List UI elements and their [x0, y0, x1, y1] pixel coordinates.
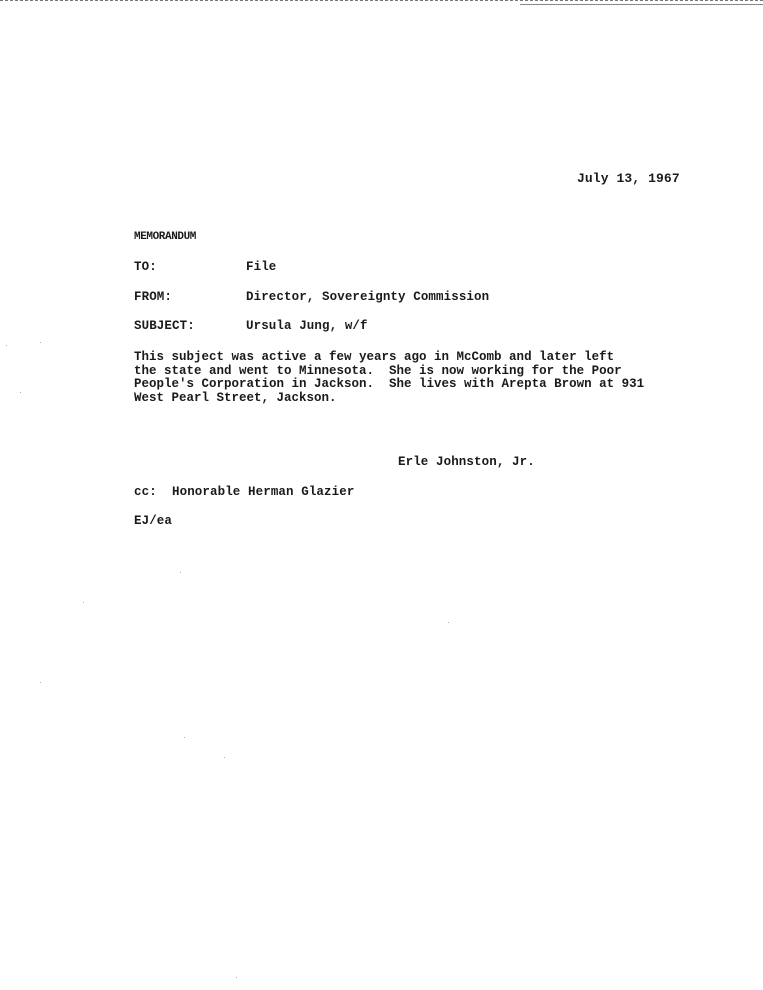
page-top-edge	[0, 0, 763, 7]
cc-recipient: Honorable Herman Glazier	[172, 485, 355, 499]
scan-speck	[6, 345, 7, 346]
to-value: File	[246, 260, 277, 274]
scan-speck	[448, 622, 449, 623]
cc-label: cc:	[134, 485, 157, 499]
scan-speck	[20, 392, 21, 393]
scan-speck	[180, 572, 181, 573]
scan-speck	[40, 682, 41, 683]
scan-speck	[184, 737, 185, 738]
scan-speck	[83, 602, 84, 603]
from-value: Director, Sovereignty Commission	[246, 290, 490, 304]
scan-speck	[40, 342, 41, 343]
typist-initials: EJ/ea	[134, 514, 173, 528]
from-label: FROM:	[134, 290, 173, 304]
to-label: TO:	[134, 260, 157, 274]
scan-speck	[224, 757, 225, 758]
signature-name: Erle Johnston, Jr.	[398, 455, 535, 469]
subject-label: SUBJECT:	[134, 319, 195, 333]
memo-heading: MEMORANDUM	[134, 231, 197, 243]
scan-speck	[236, 977, 237, 978]
subject-value: Ursula Jung, w/f	[246, 319, 368, 333]
memo-date: July 13, 1967	[577, 171, 680, 186]
memo-body: This subject was active a few years ago in McComb and later left the state and went to Minnesota. She is now working for the Poor People's Corporation in Jackson. She lives with Arepta Brown at 931 West Pearl Street, Jackson.	[134, 350, 645, 405]
